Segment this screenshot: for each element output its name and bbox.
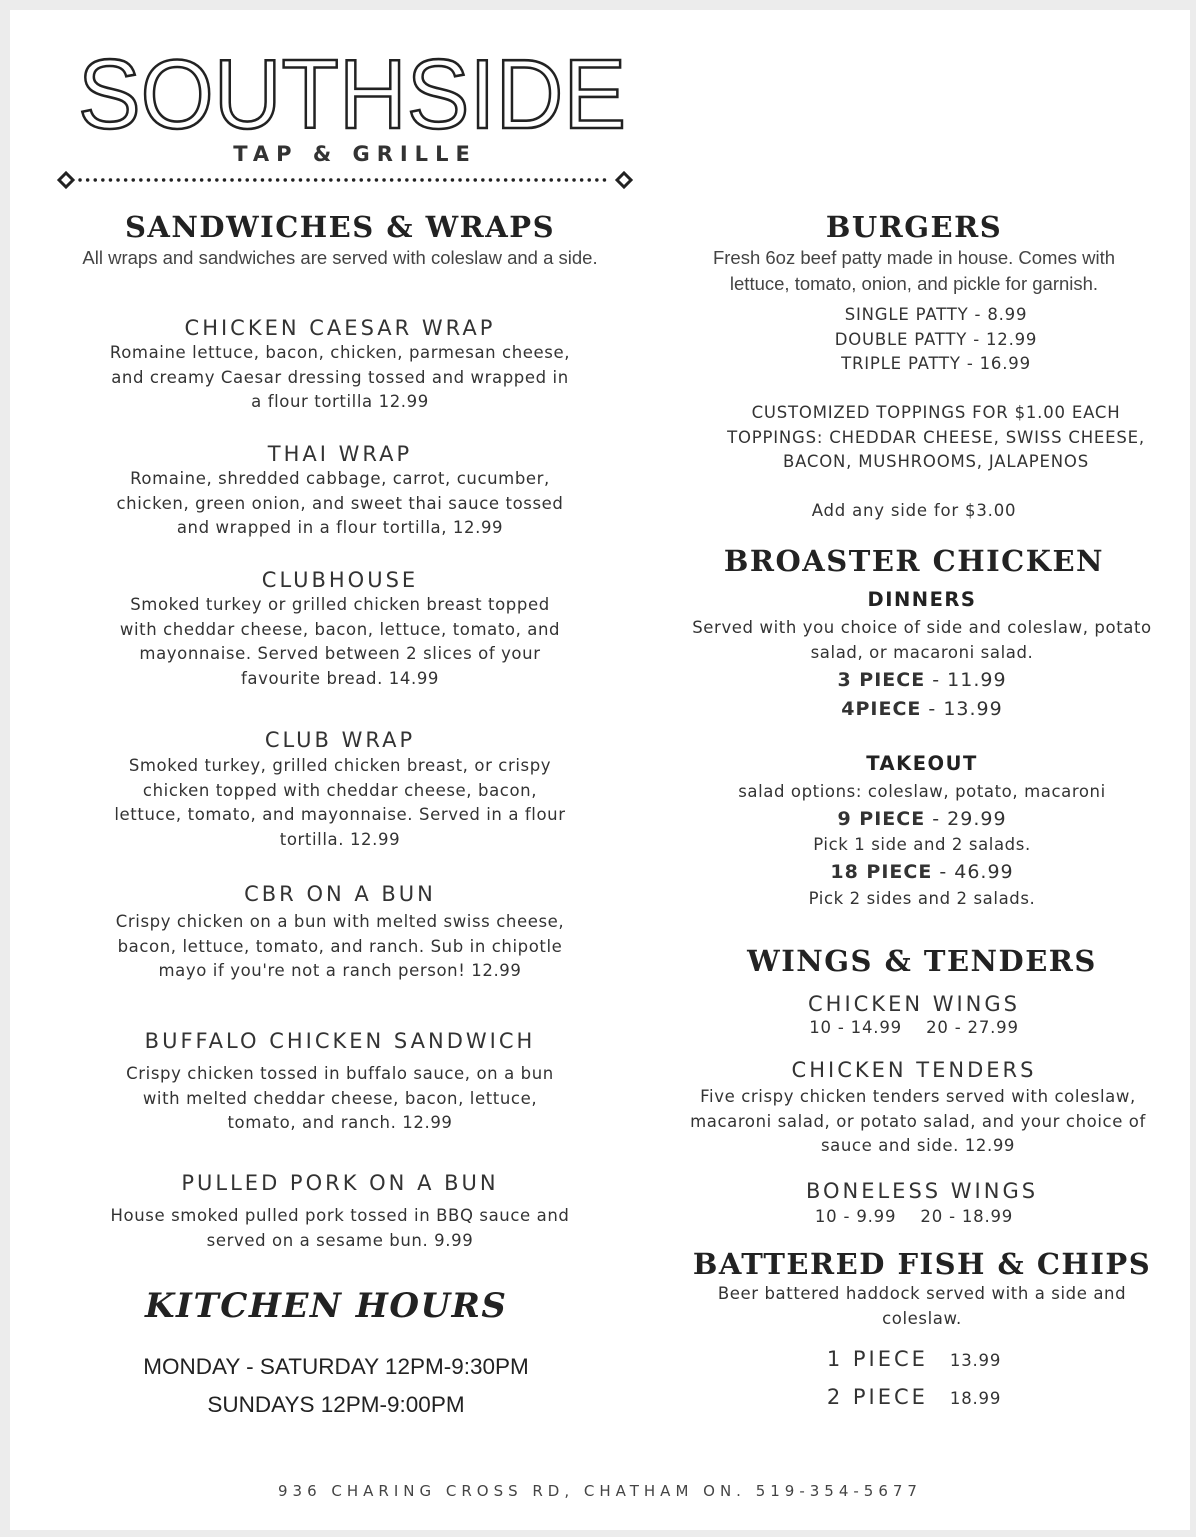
- item-title: CLUB WRAP: [264, 728, 416, 752]
- divider: [55, 170, 635, 190]
- item-title: BONELESS WINGS: [805, 1179, 1039, 1203]
- item-title: CHICKEN TENDERS: [791, 1058, 1037, 1082]
- burger-prices: SINGLE PATTY - 8.99 DOUBLE PATTY - 12.99 TRIPLE PATTY - 16.99: [834, 305, 1038, 373]
- kitchen-hours-heading: KITCHEN HOURS: [145, 1286, 508, 1326]
- logo-text: SOUTHSIDE: [78, 50, 626, 136]
- burgers-heading: BURGERS: [825, 210, 1003, 244]
- menu-page: [10, 10, 1190, 1530]
- dinner-option: 4PIECE - 13.99: [841, 698, 1003, 720]
- item-title: CBR ON A BUN: [244, 882, 436, 906]
- item-description: Five crispy chicken tenders served with coleslaw, macaroni salad, or potato salad, and your choice of sauce and side. 12.99: [690, 1087, 1146, 1155]
- item-description: Smoked turkey, grilled chicken breast, or crispy chicken topped with cheddar cheese, bacon, lettuce, tomato, and mayonnaise. Served in a flour tortilla. 12.99: [114, 756, 566, 849]
- tagline: TAP & GRILLE: [233, 142, 477, 166]
- wing-prices: 10 - 14.99 20 - 27.99: [809, 1018, 1019, 1037]
- dinner-option: 3 PIECE - 11.99: [837, 669, 1007, 691]
- broaster-heading: BROASTER CHICKEN: [723, 544, 1105, 578]
- takeout-note: Pick 2 sides and 2 salads.: [808, 889, 1036, 908]
- item-description: Romaine, shredded cabbage, carrot, cucumber, chicken, green onion, and sweet thai sauce tossed and wrapped in a flour tortilla, 12.99: [116, 469, 564, 537]
- add-side-note: Add any side for $3.00: [811, 501, 1017, 520]
- item-description: Smoked turkey or grilled chicken breast topped with cheddar cheese, bacon, lettuce, tomato, and mayonnaise. Served between 2 slices of your favourite bread. 14.99: [119, 595, 561, 688]
- sandwiches-intro: All wraps and sandwiches are served with coleslaw and a side.: [82, 247, 598, 268]
- fish-description: Beer battered haddock served with a side and coleslaw.: [717, 1284, 1127, 1328]
- item-title: CLUBHOUSE: [261, 568, 419, 592]
- takeout-label: TAKEOUT: [866, 752, 978, 775]
- takeout-option: 18 PIECE - 46.99: [830, 861, 1014, 883]
- salad-options: salad options: coleslaw, potato, macaroni: [738, 782, 1106, 801]
- sandwiches-heading: SANDWICHES & WRAPS: [124, 210, 556, 244]
- burger-toppings: CUSTOMIZED TOPPINGS FOR $1.00 EACH TOPPINGS: CHEDDAR CHEESE, SWISS CHEESE, BACON, MUSHROOMS, JALAPENOS: [727, 403, 1145, 471]
- item-title: CHICKEN WINGS: [807, 992, 1020, 1016]
- item-title: PULLED PORK ON A BUN: [181, 1171, 499, 1195]
- wings-heading: WINGS & TENDERS: [747, 944, 1097, 978]
- dinners-description: Served with you choice of side and coleslaw, potato salad, or macaroni salad.: [692, 618, 1152, 662]
- fish-option: 1 PIECE 13.99: [826, 1347, 1002, 1371]
- boneless-prices: 10 - 9.99 20 - 18.99: [814, 1207, 1014, 1226]
- item-description: Crispy chicken on a bun with melted swiss cheese, bacon, lettuce, tomato, and ranch. Sub in chipotle mayo if you're not a ranch person! 12.99: [115, 912, 565, 980]
- fish-heading: BATTERED FISH & CHIPS: [692, 1247, 1152, 1281]
- logo-wordmark: [72, 50, 632, 136]
- diamond-icon: [617, 173, 631, 187]
- logo: [72, 50, 632, 136]
- footer-address: 936 CHARING CROSS RD, CHATHAM ON. 519-354-5677: [278, 1482, 922, 1500]
- kitchen-hours: MONDAY - SATURDAY 12PM-9:30PM SUNDAYS 12PM-9:00PM: [143, 1354, 529, 1417]
- fish-option: 2 PIECE 18.99: [826, 1385, 1002, 1409]
- item-title: BUFFALO CHICKEN SANDWICH: [144, 1029, 536, 1053]
- dinners-label: DINNERS: [867, 588, 977, 611]
- item-description: Romaine lettuce, bacon, chicken, parmesan cheese, and creamy Caesar dressing tossed and wrapped in a flour tortilla 12.99: [109, 343, 571, 411]
- takeout-option: 9 PIECE - 29.99: [837, 808, 1007, 830]
- diamond-icon: [59, 173, 73, 187]
- burgers-intro: Fresh 6oz beef patty made in house. Comes with lettuce, tomato, onion, and pickle for garnish.: [712, 247, 1116, 294]
- takeout-note: Pick 1 side and 2 salads.: [813, 835, 1031, 854]
- item-description: House smoked pulled pork tossed in BBQ sauce and served on a sesame bun. 9.99: [110, 1206, 570, 1250]
- item-title: THAI WRAP: [267, 442, 413, 466]
- item-description: Crispy chicken tossed in buffalo sauce, on a bun with melted cheddar cheese, bacon, lettuce, tomato, and ranch. 12.99: [126, 1064, 554, 1132]
- item-title: CHICKEN CAESAR WRAP: [184, 316, 496, 340]
